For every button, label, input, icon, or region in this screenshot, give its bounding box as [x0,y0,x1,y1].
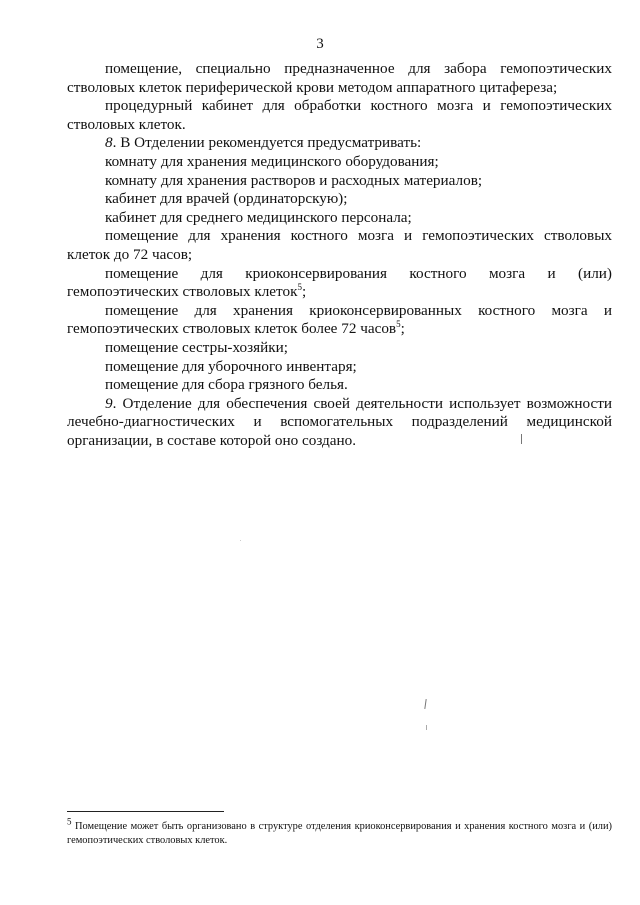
footnote-ref: 5 [297,282,302,293]
list-item-cryo-storage-room [67,302,612,339]
list-item-equipment-room: комнату для хранения медицинского оборудования; [105,152,439,170]
list-item-cleaning-room: помещение для уборочного инвентаря; [105,357,357,375]
paragraph-apheresis-room: помещение, специально предназначенное для забора гемопоэтических стволовых клеток периферической крови методом аппаратного цитафереза; [67,60,612,96]
paragraph-item-8: 8. В Отделении рекомендуется предусматривать: [105,134,422,152]
scan-mark [521,434,522,444]
cryo-room-text: помещение для криоконсервирования костного мозга и (или) гемопоэтических стволовых клеток [67,264,612,301]
scan-mark [424,699,426,709]
list-item-housekeeper-room: помещение сестры-хозяйки; [105,338,288,356]
footnote-marker: 5 [67,816,72,827]
list-item-doctors-office: кабинет для врачей (ординаторскую); [105,190,348,208]
list-item-solutions-room: комнату для хранения растворов и расходных материалов; [105,171,483,189]
list-item-nurses-office: кабинет для среднего медицинского персонала; [105,208,412,226]
scan-dot [240,540,241,541]
list-item-cryopreservation-room [67,265,612,302]
footnote-ref: 5 [396,319,401,330]
page-number: 3 [316,36,324,52]
footnote-text [67,816,612,848]
cryo-storage-text: помещение для хранения криоконсервированных костного мозга и гемопоэтических стволовых клеток более 72 часов [67,301,612,338]
list-item-laundry-room: помещение для сбора грязного белья. [105,376,348,394]
footnote [67,816,612,848]
footnote-body: Помещение может быть организовано в структуре отделения криоконсервирования и хранения костного мозга и (или) гемопоэтических стволовых клеток. [67,821,612,846]
cryo-room-end: ; [301,283,307,301]
item-number-8: 8 [105,134,113,152]
scan-mark [426,725,427,730]
item-9-text: Отделение для обеспечения своей деятельности использует возможности лечебно-диагностических и вспомогательных подразделений медицинской организации, в составе которой оно создано. [67,394,613,449]
paragraph-item-9: 9. Отделение для обеспечения своей деятельности использует возможности лечебно-диагностических и вспомогательных подразделений медицинской организации, в составе которой оно создано. [67,394,613,449]
list-item-storage-72h: помещение для хранения костного мозга и гемопоэтических стволовых клеток до 72 часов; [67,227,612,263]
footnote-separator [67,811,224,812]
item-number-9: 9 [105,394,113,412]
cryo-storage-end: ; [400,320,405,338]
item-8-text: В Отделении рекомендуется предусматривать: [120,134,422,152]
paragraph-procedure-room: процедурный кабинет для обработки костного мозга и гемопоэтических стволовых клеток. [67,97,612,133]
document-body [67,60,612,450]
